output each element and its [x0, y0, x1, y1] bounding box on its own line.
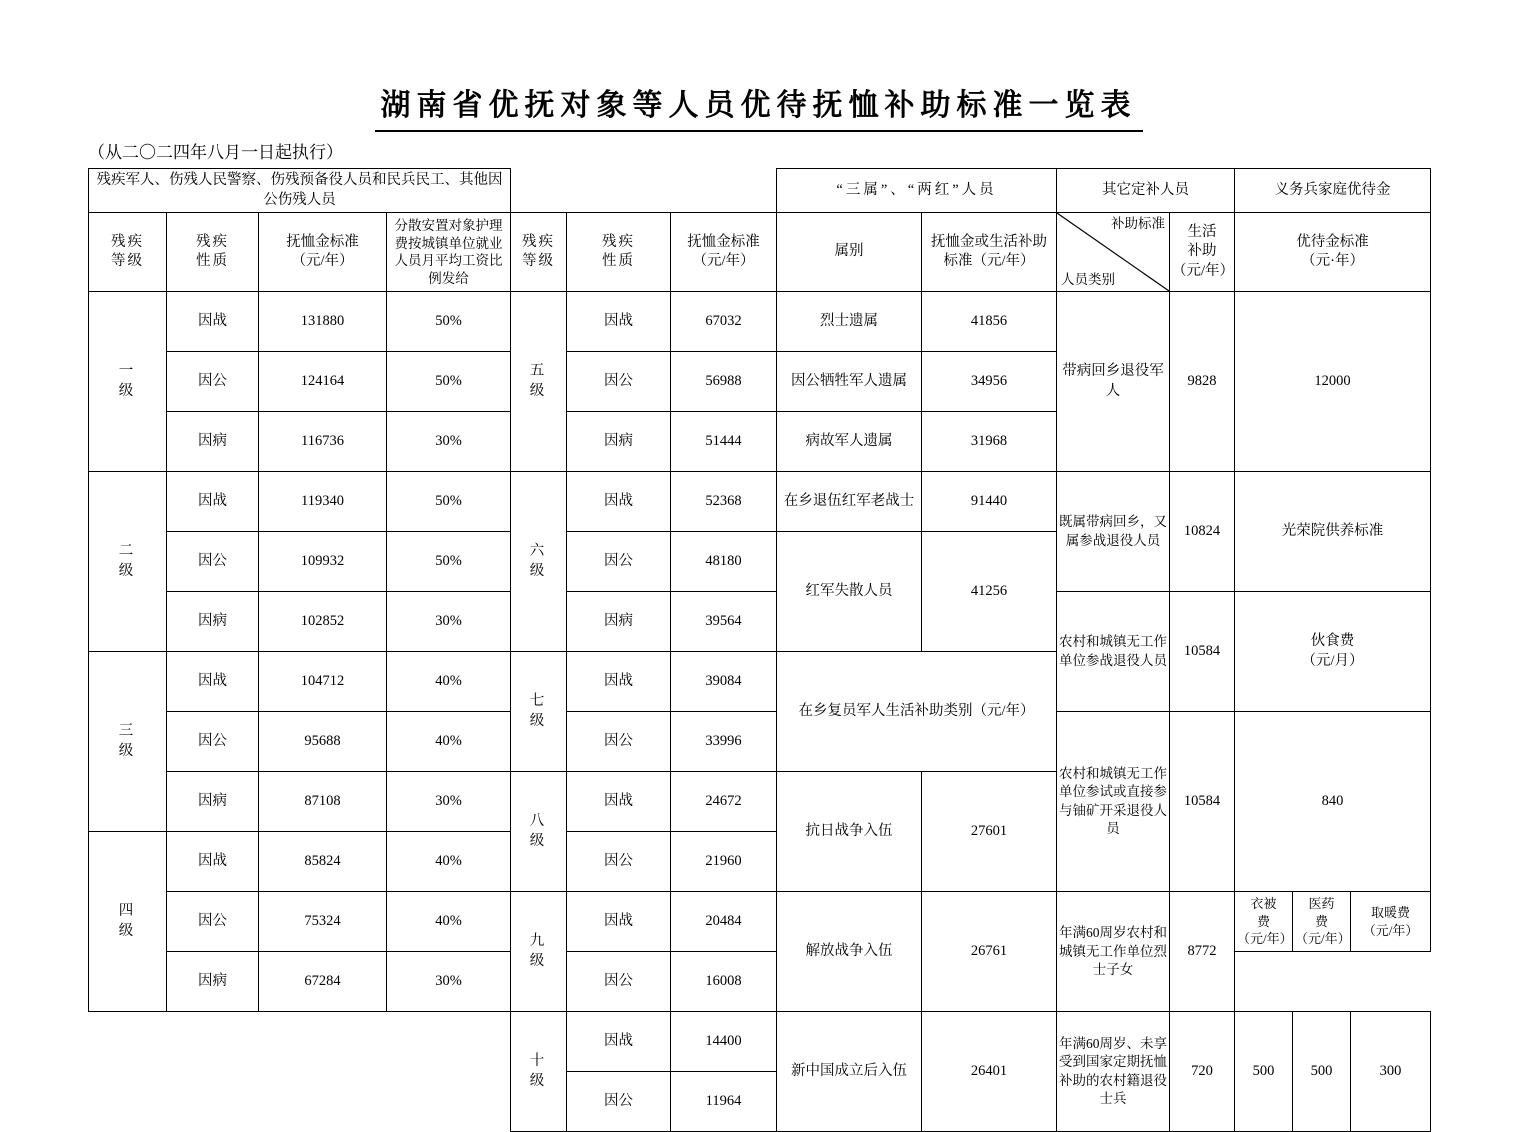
cell-amount-c: 41256 — [922, 532, 1057, 652]
cell-nature: 因公 — [167, 352, 259, 412]
cell-veteran-category: 新中国成立后入伍 — [777, 1012, 922, 1132]
cell-amount-b: 14400 — [671, 1012, 777, 1072]
table-row — [89, 892, 1431, 952]
cell-nature: 因公 — [167, 712, 259, 772]
cell-amount-c: 31968 — [922, 412, 1057, 472]
cell-category-d-3: 农村和城镇无工作单位参战退役人员 — [1057, 592, 1170, 712]
page-subtitle: （从二〇二四年八月一日起执行） — [88, 143, 343, 162]
cell-nature: 因战 — [167, 832, 259, 892]
col-header-amount-a: 抚恤金标准 （元/年） — [259, 213, 387, 292]
cell-amount-d-1: 9828 — [1170, 292, 1235, 472]
col-header-clothing-fee: 衣被 费 （元/年） — [1235, 892, 1293, 952]
cell-nursing: 40% — [387, 892, 511, 952]
table-row — [89, 712, 1431, 772]
cell-amount: 102852 — [259, 592, 387, 652]
table-row — [89, 1012, 1431, 1072]
group-header-disabled-military: 残疾军人、伤残人民警察、伤残预备役人员和民兵民工、其他因公伤残人员 — [89, 169, 511, 213]
col-header-nature-b: 残疾 性质 — [567, 213, 671, 292]
cell-nursing: 30% — [387, 412, 511, 472]
cell-nature: 因病 — [167, 412, 259, 472]
cell-nature-b: 因战 — [567, 892, 671, 952]
cell-medicine-fee-value: 500 — [1293, 1012, 1351, 1132]
cell-amount-c: 34956 — [922, 352, 1057, 412]
veteran-subsidy-header: 在乡复员军人生活补助类别（元/年） — [777, 652, 1057, 772]
cell-nursing: 30% — [387, 592, 511, 652]
cell-level-4: 四 级 — [89, 832, 167, 1012]
cell-amount-d-4: 10584 — [1170, 712, 1235, 892]
cell-level-9: 九 级 — [511, 892, 567, 1012]
cell-nature-b: 因病 — [567, 592, 671, 652]
cell-nature-b: 因公 — [567, 352, 671, 412]
cell-nature-b: 因公 — [567, 712, 671, 772]
cell-amount-b: 56988 — [671, 352, 777, 412]
cell-nursing: 50% — [387, 352, 511, 412]
cell-amount-b: 33996 — [671, 712, 777, 772]
cell-nursing: 50% — [387, 292, 511, 352]
cell-nature-b: 因病 — [567, 412, 671, 472]
cell-amount: 131880 — [259, 292, 387, 352]
page-title: 湖南省优抚对象等人员优待抚恤补助标准一览表 — [0, 80, 1517, 132]
cell-category-d-4: 农村和城镇无工作单位参试或直接参与铀矿开采退役人员 — [1057, 712, 1170, 892]
table-row — [89, 592, 1431, 652]
cell-nature-b: 因战 — [567, 1012, 671, 1072]
cell-clothing-fee-value: 500 — [1235, 1012, 1293, 1132]
diag-label-standard: 补助标准 — [1111, 216, 1166, 232]
cell-nature: 因病 — [167, 592, 259, 652]
cell-meal-fee-header: 伙食费 （元/月） — [1235, 592, 1431, 712]
cell-amount-b: 11964 — [671, 1072, 777, 1132]
cell-level-1: 一 级 — [89, 292, 167, 472]
cell-amount: 119340 — [259, 472, 387, 532]
col-header-living-subsidy-d: 生活 补助 （元/年） — [1170, 213, 1235, 292]
cell-category-d-1: 带病回乡退役军人 — [1057, 292, 1170, 472]
cell-heating-fee-value: 300 — [1351, 1012, 1431, 1132]
cell-amount-b: 39564 — [671, 592, 777, 652]
cell-nature: 因病 — [167, 772, 259, 832]
cell-veteran-category: 解放战争入伍 — [777, 892, 922, 1012]
cell-level-7: 七 级 — [511, 652, 567, 772]
table-header-row-1 — [89, 169, 1431, 213]
cell-level-6: 六 级 — [511, 472, 567, 652]
cell-amount-b: 48180 — [671, 532, 777, 592]
cell-veteran-amount: 26401 — [922, 1012, 1057, 1132]
cell-nursing: 30% — [387, 952, 511, 1012]
cell-category-d-2: 既属带病回乡，又属参战退役人员 — [1057, 472, 1170, 592]
cell-veteran-amount: 27601 — [922, 772, 1057, 892]
col-header-standard-e: 优待金标准 （元·年） — [1235, 213, 1431, 292]
cell-amount-b: 39084 — [671, 652, 777, 712]
col-header-medicine-fee: 医药 费 （元/年） — [1293, 892, 1351, 952]
cell-amount: 67284 — [259, 952, 387, 1012]
cell-category-c: 在乡退伍红军老战士 — [777, 472, 922, 532]
cell-amount-b: 24672 — [671, 772, 777, 832]
cell-nursing: 40% — [387, 832, 511, 892]
group-header-conscript-family: 义务兵家庭优待金 — [1235, 169, 1431, 213]
cell-amount-d-2: 10824 — [1170, 472, 1235, 592]
cell-amount: 95688 — [259, 712, 387, 772]
cell-nature-b: 因战 — [567, 652, 671, 712]
cell-level-2: 二 级 — [89, 472, 167, 652]
cell-meal-fee-value: 840 — [1235, 712, 1431, 892]
group-header-three-families: “三属”、“两红”人员 — [777, 169, 1057, 213]
cell-amount: 104712 — [259, 652, 387, 712]
cell-nature: 因战 — [167, 472, 259, 532]
cell-nature: 因战 — [167, 292, 259, 352]
cell-nature: 因公 — [167, 532, 259, 592]
cell-nature: 因病 — [167, 952, 259, 1012]
col-header-nursing-a: 分散安置对象护理费按城镇单位就业人员月平均工资比例发给 — [387, 213, 511, 292]
cell-amount-d-5: 8772 — [1170, 892, 1235, 1012]
col-header-amount-c: 抚恤金或生活补助 标准（元/年） — [922, 213, 1057, 292]
cell-nature-b: 因战 — [567, 772, 671, 832]
cell-nature-b: 因公 — [567, 832, 671, 892]
cell-nursing: 50% — [387, 472, 511, 532]
cell-amount-b: 20484 — [671, 892, 777, 952]
cell-level-3: 三 级 — [89, 652, 167, 832]
cell-amount-b: 21960 — [671, 832, 777, 892]
group-header-other-subsidy: 其它定补人员 — [1057, 169, 1235, 213]
cell-amount-b: 52368 — [671, 472, 777, 532]
cell-veteran-amount: 26761 — [922, 892, 1057, 1012]
cell-amount-c: 91440 — [922, 472, 1057, 532]
cell-nature-b: 因公 — [567, 952, 671, 1012]
cell-amount-d-3: 10584 — [1170, 592, 1235, 712]
col-header-diagonal-d — [1057, 213, 1170, 292]
diag-label-category: 人员类别 — [1061, 271, 1116, 287]
cell-nature-b: 因战 — [567, 292, 671, 352]
cell-nursing: 50% — [387, 532, 511, 592]
cell-category-c: 因公牺牲军人遗属 — [777, 352, 922, 412]
cell-nature-b: 因公 — [567, 1072, 671, 1132]
col-header-nature-a: 残疾 性质 — [167, 213, 259, 292]
col-header-amount-b: 抚恤金标准 （元/年） — [671, 213, 777, 292]
cell-nature: 因战 — [167, 652, 259, 712]
cell-amount-c: 41856 — [922, 292, 1057, 352]
cell-amount: 85824 — [259, 832, 387, 892]
cell-amount: 124164 — [259, 352, 387, 412]
col-header-level-b: 残疾 等级 — [511, 213, 567, 292]
cell-amount: 116736 — [259, 412, 387, 472]
cell-category-c: 红军失散人员 — [777, 532, 922, 652]
cell-nursing: 40% — [387, 652, 511, 712]
table-row — [89, 292, 1431, 352]
cell-glory-home-standard: 光荣院供养标准 — [1235, 472, 1431, 592]
table-row — [89, 472, 1431, 532]
cell-category-d-5: 年满60周岁农村和城镇无工作单位烈士子女 — [1057, 892, 1170, 1012]
cell-category-d-6: 年满60周岁、未享受到国家定期抚恤补助的农村籍退役士兵 — [1057, 1012, 1170, 1132]
cell-level-10: 十 级 — [511, 1012, 567, 1132]
cell-amount-b: 67032 — [671, 292, 777, 352]
cell-nature-b: 因公 — [567, 532, 671, 592]
standards-table — [88, 168, 1431, 1132]
cell-nature: 因公 — [167, 892, 259, 952]
cell-amount-b: 51444 — [671, 412, 777, 472]
col-header-heating-fee: 取暖费 （元/年） — [1351, 892, 1431, 952]
cell-level-8: 八 级 — [511, 772, 567, 892]
cell-amount: 87108 — [259, 772, 387, 832]
cell-amount-d-6: 720 — [1170, 1012, 1235, 1132]
cell-level-5: 五 级 — [511, 292, 567, 472]
cell-amount: 109932 — [259, 532, 387, 592]
cell-standard-e: 12000 — [1235, 292, 1431, 472]
cell-category-c: 病故军人遗属 — [777, 412, 922, 472]
col-header-category-c: 属别 — [777, 213, 922, 292]
cell-nursing: 40% — [387, 712, 511, 772]
col-header-level-a: 残疾 等级 — [89, 213, 167, 292]
cell-category-c: 烈士遗属 — [777, 292, 922, 352]
cell-amount-b: 16008 — [671, 952, 777, 1012]
cell-veteran-category: 抗日战争入伍 — [777, 772, 922, 892]
cell-amount: 75324 — [259, 892, 387, 952]
cell-nursing: 30% — [387, 772, 511, 832]
cell-nature-b: 因战 — [567, 472, 671, 532]
